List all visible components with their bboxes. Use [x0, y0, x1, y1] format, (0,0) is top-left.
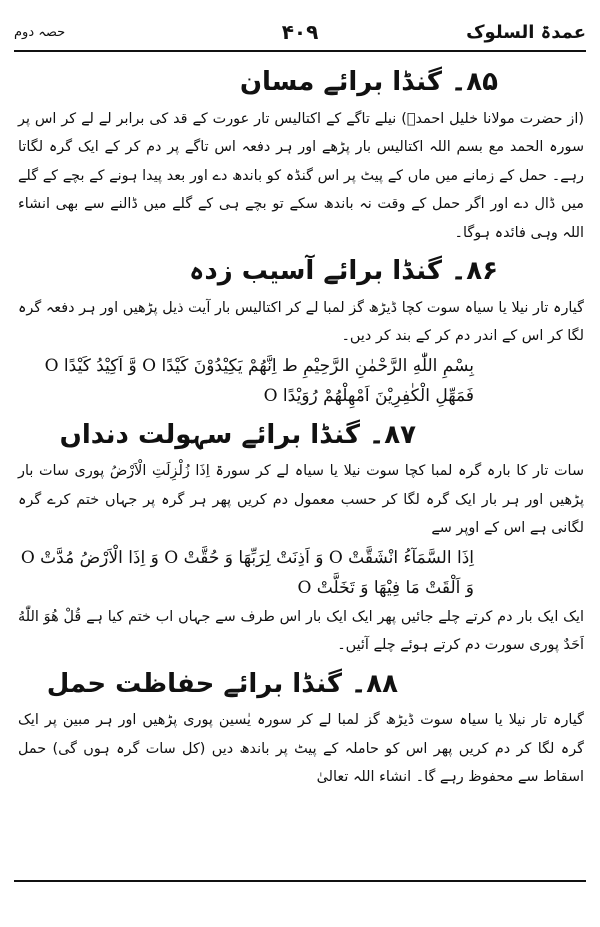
part-label: حصہ دوم — [14, 24, 66, 40]
section-heading: ۸۵۔ گنڈا برائے مسان — [239, 67, 498, 97]
quran-verse: فَمَهِّلِ الْكٰفِرِیْنَ اَمْهِلْهُمْ رُوَیْدًا O — [263, 385, 474, 406]
page-body — [18, 58, 584, 792]
section-heading: ۸۷۔ گنڈا برائے سہولت دنداں — [59, 419, 416, 450]
paragraph: ایک ایک بار دم کرتے چلے جائیں پھر ایک ایک بار اس طرف سے جہاں اب ختم کیا ہے قُلْ هُوَ اللّٰهُ اَحَدٌ پوری سورت دم کرتے ہوئے چلے آئیں۔ — [18, 608, 584, 653]
section-heading: ۸۸۔ گنڈا برائے حفاظت حمل — [46, 668, 398, 699]
quran-verse: اِذَا السَّمَآءُ انْشَقَّتْ O وَ اَذِنَتْ لِرَبِّهَا وَ حُقَّتْ O وَ اِذَا الْاَرْضُ مُدَّتْ O — [20, 547, 474, 568]
page-header — [14, 12, 586, 52]
section-heading: ۸۶۔ گنڈا برائے آسیب زدہ — [189, 256, 498, 286]
paragraph: گیارہ تار نیلا یا سیاہ سوت ڈیڑھ گز لمبا لے کر سورہ یٰسین پوری پڑھیں اور ہر مبین پر ایک گرہ لگا کر دم کریں پھر اس کو حاملہ کے پیٹ پر باندھ دیں (کل سات گرہ ہوں گی) حمل اسقاط سے محفوظ رہے گا۔ انشاء اللہ تعالیٰ — [18, 712, 584, 785]
footer-rule — [14, 880, 586, 882]
paragraph: سات تار کا بارہ گرہ لمبا کچا سوت نیلا یا سیاہ لے کر سورۃ اِذَا زُلْزِلَتِ الْاَرْضُ پوری سات بار پڑھیں اور ہر بار ایک گرہ لگا کر حسب معمول دم کریں پھر ہر گرہ پر جہاں ختم کرے گرہ لگانی ہے اس کے اوپر سے — [18, 463, 584, 536]
book-title: عمدۃ السلوک — [466, 21, 586, 43]
quran-verse: بِسْمِ اللّٰهِ الرَّحْمٰنِ الرَّحِیْمِ ط اِنَّهُمْ یَكِیْدُوْنَ كَیْدًا O وَّ اَكِیْدُ كَیْدًا O — [44, 355, 474, 376]
page-number: ۴۰۹ — [281, 20, 319, 44]
paragraph: گیارہ تار نیلا یا سیاہ سوت کچا ڈیڑھ گز لمبا لے کر اکتالیس بار آیت ذیل پڑھیں اور ہر دفعہ گرہ لگا کر اس کے اندر دم کر کے بند کر دیں۔ — [18, 299, 584, 344]
section-87 — [18, 419, 584, 660]
section-85 — [18, 66, 584, 247]
section-86 — [18, 255, 584, 411]
quran-verse: وَ اَلْقَتْ مَا فِیْهَا وَ تَخَلَّتْ O — [297, 577, 474, 598]
header-rule — [14, 50, 586, 52]
section-88 — [18, 668, 584, 792]
paragraph: (از حضرت مولانا خلیل احمدؒ) نیلے تاگے کے اکتالیس تار عورت کے قد کی برابر لے لے کر اس پر سورہ الحمد مع بسم اللہ اکتالیس بار پڑھے اور ہر دفعہ اس تاگے پر دم کر کے ایک گرہ لگاتا رہے۔ حمل کے زمانے میں ماں کے پیٹ پر اس گنڈہ کو باندھ دے اور بعد پیدا ہونے کے بچے کے گلے میں ڈال دے اور اگر حمل کے وقت نہ باندھ سکے تو بچے ہی کے گلے میں ڈالنے سے بھی انشاء اللہ وہی فائدہ ہوگا۔ — [18, 110, 584, 241]
